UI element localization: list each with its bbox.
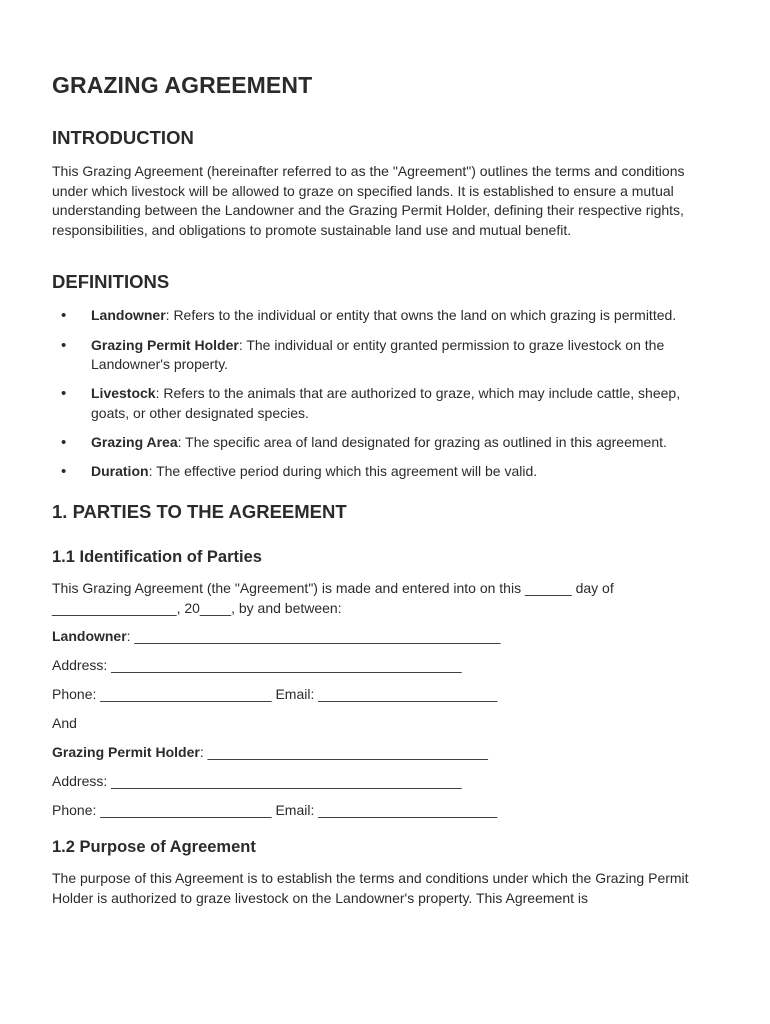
holder-label: Grazing Permit Holder: [52, 744, 200, 761]
landowner-label: Landowner: [52, 628, 127, 645]
definition-text: : The specific area of land designated for grazing as outlined in this agreement.: [177, 434, 667, 451]
bullet-icon: •: [61, 307, 67, 325]
landowner-phone-email-field: Phone: ______________________ Email: _______________________: [52, 686, 498, 703]
definition-text: : The effective period during which this agreement will be valid.: [148, 463, 538, 480]
bullet-icon: •: [61, 434, 67, 452]
definition-text: : The individual or entity granted permission to graze livestock on the Landowner's property.: [91, 336, 665, 373]
holder-address-field: Address: _____________________________________________: [52, 773, 462, 790]
definition-text: : Refers to the animals that are authorized to graze, which may include cattle, sheep, goats, or other designated species.: [91, 385, 681, 421]
definitions-heading: DEFINITIONS: [52, 271, 170, 293]
document-page: [52, 70, 720, 908]
definition-item: [52, 462, 720, 482]
section1-heading: 1. PARTIES TO THE AGREEMENT: [52, 500, 347, 522]
purpose-body: The purpose of this Agreement is to establish the terms and conditions under which the Grazing Permit Holder is authorized to graze livestock on the Landowner's property. This Agreement is: [52, 869, 689, 906]
introduction-body: This Grazing Agreement (hereinafter referred to as the "Agreement") outlines the terms and conditions under which livestock will be allowed to graze on specified lands. It is established to ensure a mutual understanding between the Landowner and the Grazing Permit Holder, defining their respective rights, responsibilities, and obligations to promote sustainable land use and mutual benefit.: [52, 163, 685, 238]
definitions-list: [52, 306, 720, 482]
definition-term: Duration: [91, 463, 149, 480]
holder-phone-email-field: Phone: ______________________ Email: _______________________: [52, 802, 498, 819]
holder-blank: : ____________________________________: [199, 744, 488, 761]
introduction-heading: INTRODUCTION: [52, 127, 194, 148]
definition-item: [52, 384, 720, 423]
parties-intro: This Grazing Agreement (the "Agreement") is made and entered into on this ______ day of ________________, 20____, by and between:: [52, 579, 614, 616]
and-text: And: [52, 715, 77, 732]
definition-item: [52, 433, 720, 453]
landowner-blank: : _______________________________________________: [126, 628, 501, 645]
landowner-field: [52, 627, 720, 647]
definition-item: [52, 336, 720, 375]
definition-term: Landowner: [91, 307, 166, 324]
document-title: GRAZING AGREEMENT: [52, 72, 313, 98]
bullet-icon: •: [61, 463, 67, 481]
landowner-address-field: Address: _____________________________________________: [52, 657, 462, 674]
bullet-icon: •: [61, 385, 67, 403]
subsection-1-2-heading: 1.2 Purpose of Agreement: [52, 837, 256, 856]
bullet-icon: •: [61, 336, 67, 354]
definition-term: Grazing Permit Holder: [91, 336, 239, 353]
definition-text: : Refers to the individual or entity that owns the land on which grazing is permitted.: [165, 307, 677, 324]
definition-item: [52, 306, 720, 326]
holder-field: [52, 743, 720, 763]
definition-term: Grazing Area: [91, 434, 178, 451]
definition-term: Livestock: [91, 385, 156, 402]
subsection-1-1-heading: 1.1 Identification of Parties: [52, 547, 262, 566]
